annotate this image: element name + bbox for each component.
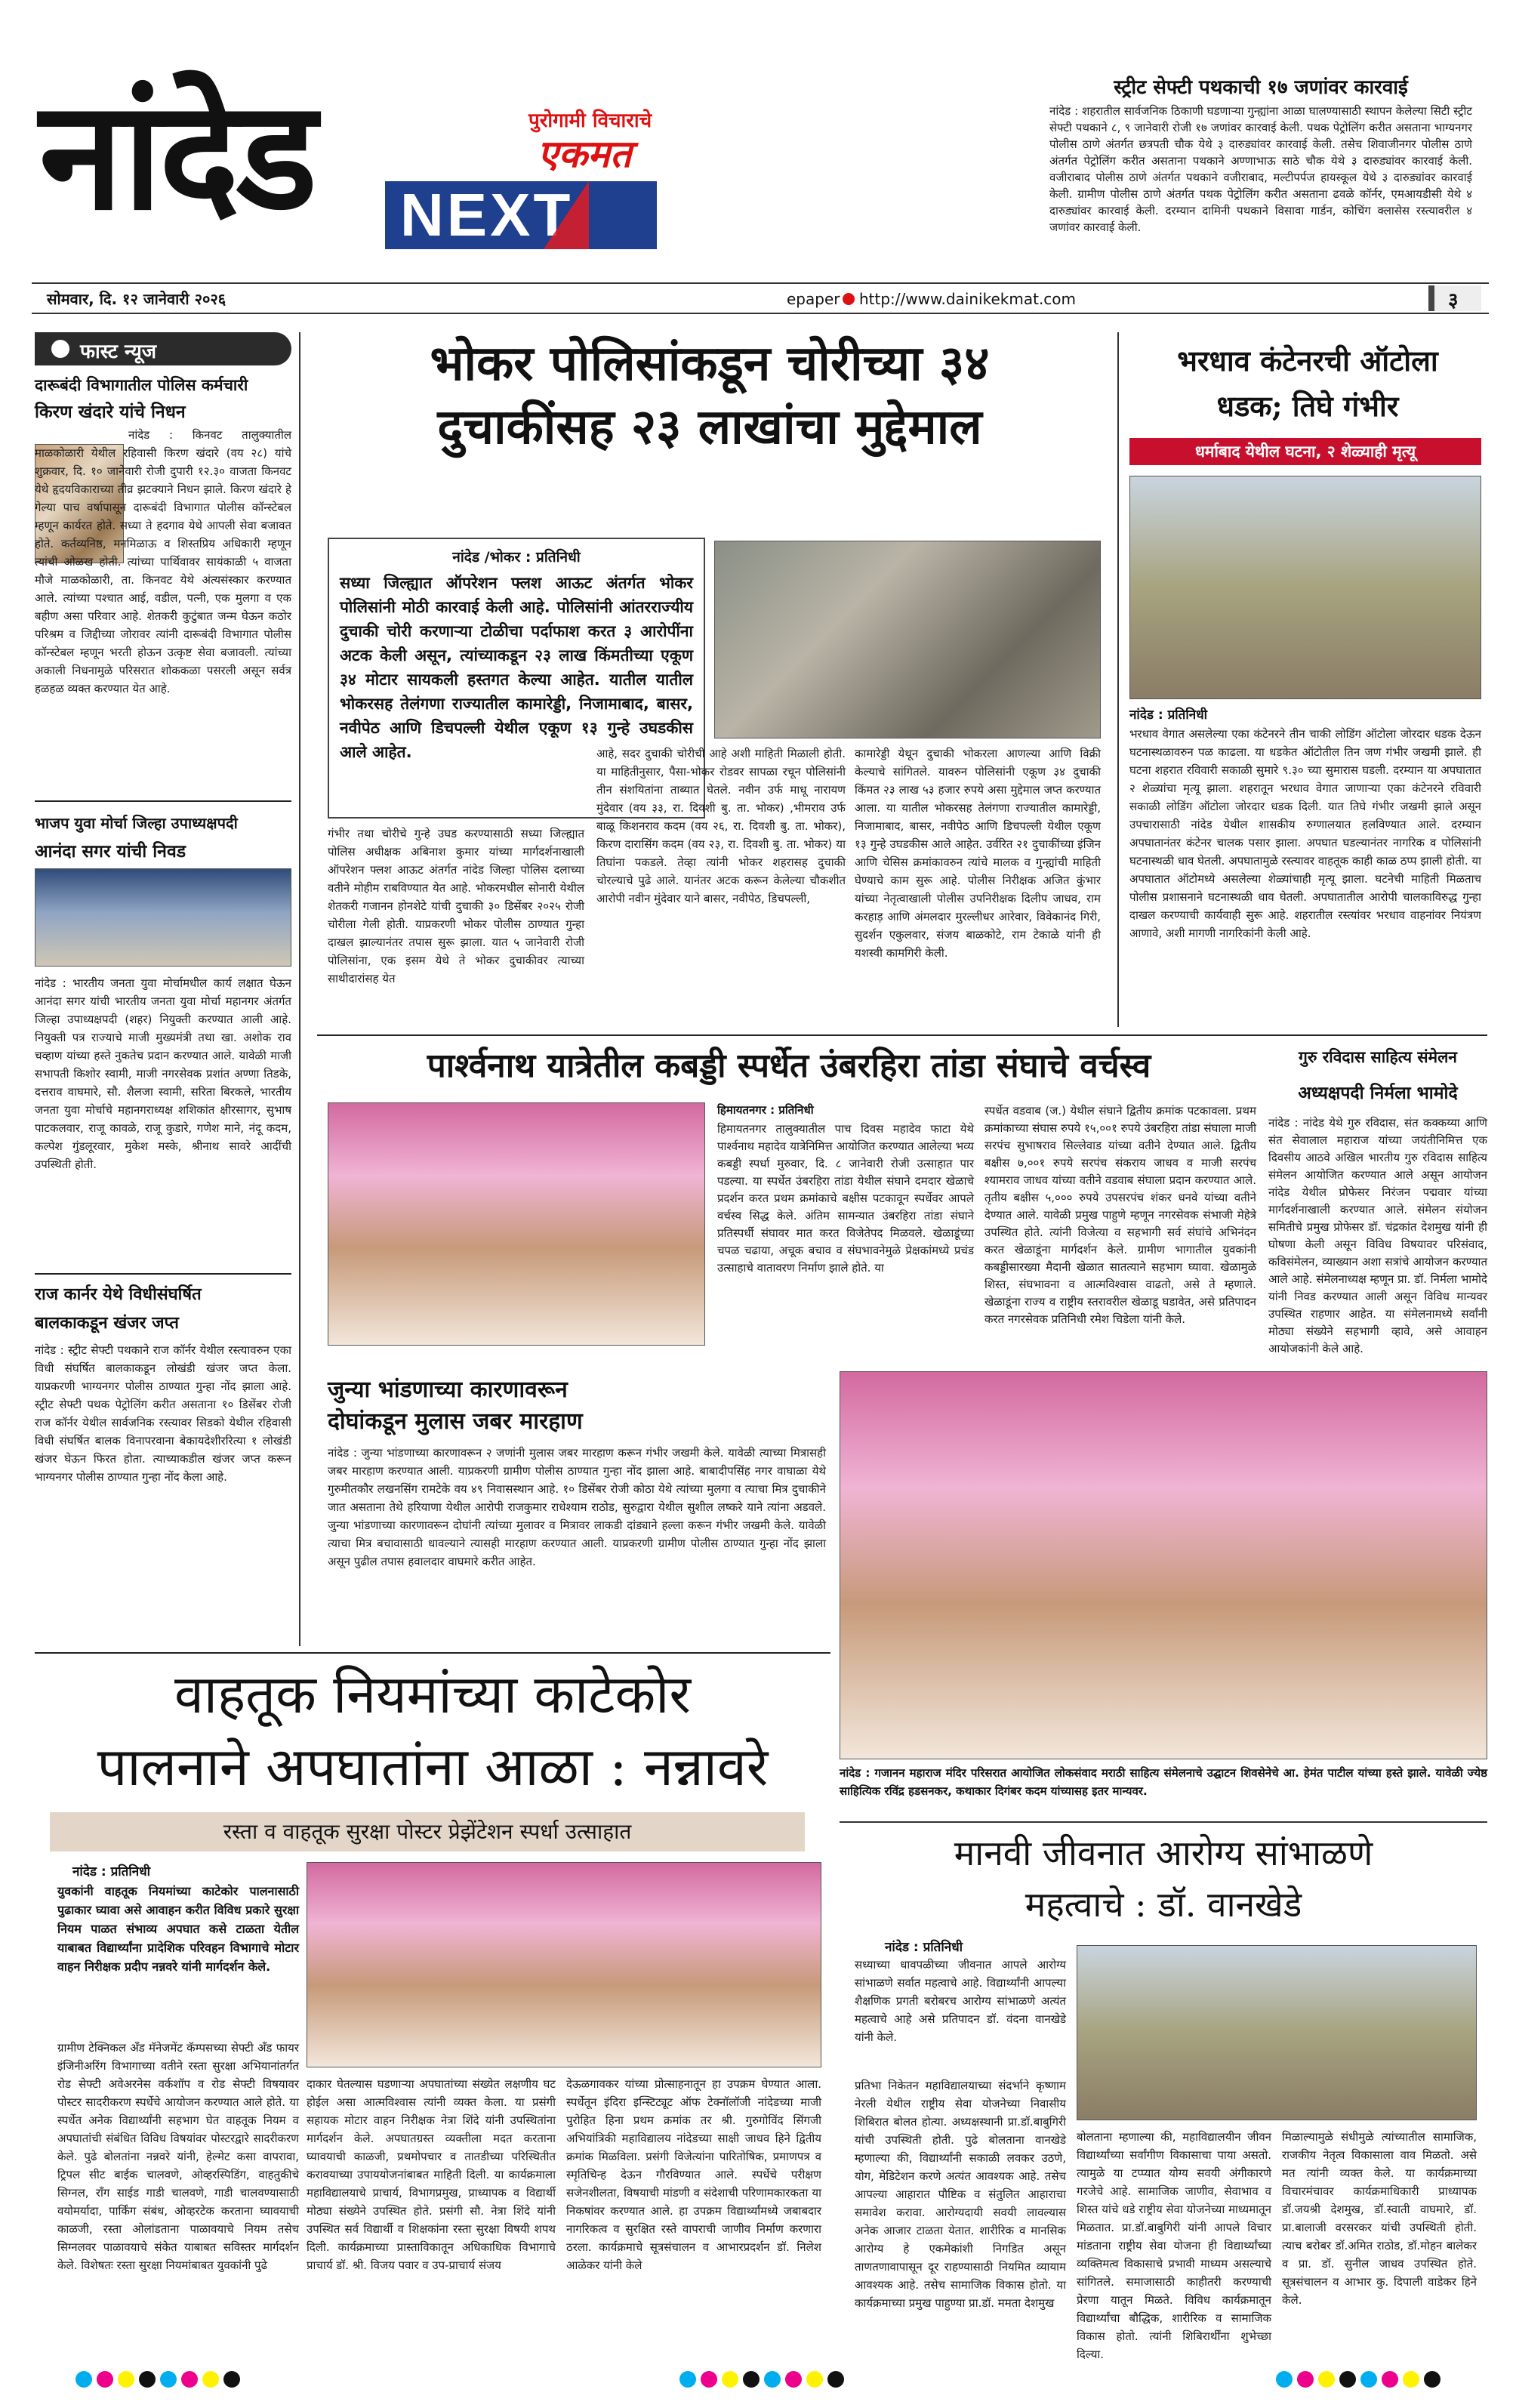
next-logo (385, 181, 657, 249)
fast-news-label: फास्ट न्यूज (80, 341, 157, 363)
item1-headline2: किरण खंदारे यांचे निधन (35, 402, 186, 422)
black-dot (1339, 2371, 1356, 2388)
item3-body: नांदेड : स्ट्रीट सेफ्टी पथकाने राज कॉर्नर येथील रस्त्यावरुन एका विधी संघर्षित बालकाकडून लोखंडी खंजर जप्त केला. याप्रकरणी भाग्यनगर पोलीस ठाण्यात गुन्हा नोंद झाला आहे. स्ट्रीट सेफ्टी पथक पेट्रोलिंग करीत असताना १० डिसेंबर रोजी राज कॉर्नर येथील सार्वजनिक रस्त्यावर सिडको येथील रहिवासी विधी संघर्षित बालक विनापरवाना बेकायदेशीररित्या १ लोखंडी खंजर घेऊन फिरत होता. त्याच्याकडील खंजर जप्त करून भाग्यनगर पोलीस ठाण्यात गुन्हा नोंद केला आहे. (35, 1343, 291, 1484)
top-right-news (1049, 72, 1472, 269)
black-dot (1424, 2371, 1441, 2388)
bhardhav-subheading: धर्माबाद येथील घटना, २ शेळ्याही मृत्यू (1129, 438, 1481, 465)
lead-intro: सध्या जिल्ह्यात ऑपरेशन फ्लश आऊट अंतर्गत भोकर पोलिसांनी मोठी कारवाई केली आहे. पोलिसांनी आंतरराज्यीय दुचाकी चोरी करणाऱ्या टोळीचा पर्दाफाश करत ३ आरोपींना अटक केली असून, त्यांच्याकडून २३ लाख किंमतीच्या एकूण ३४ मोटार सायकली हस्तगत केल्या आहेत. यातील यातील भोकरसह तेलंगणा राज्यातील कामारेड्डी, निजामाबाद, बासर, नवीपेठ आणि डिचपल्ली येथील एकूण १३ गुन्हे उघडकीस आले आहेत. (340, 574, 693, 761)
lead-story (317, 332, 1102, 1027)
lead-col2: आहे, सदर दुचाकी चोरीची आहे अशी माहिती मिळाली होती. या माहितीनुसार, पैसा-भोकर रोडवर सापळा रचून पोलिसांनी तीन संशयितांना ताब्यात घेतले. नवीन उर्फ माधू नारायण मुंदेवार (वय ३३, रा. दिवशी बु. ता. भोकर) ,भीमराव उर्फ बाळू किशनराव कदम (वय २६, रा. दिवशी बु. ता. भोकर), किरण दारासिंग कदम (वय २३, रा. दिवशी बु. ता. भोकर) या तिघांना पकडले. तेव्हा त्यांनी भोकर शहरासह दुचाकी चोरल्याचे पुढे आले. यानंतर अटक करून केलेल्या चौकशीत आरोपी नवीन मुंदेवार याने बासर, नवीपेठ, डिचपल्ली, (596, 747, 846, 905)
magenta-dot (1297, 2371, 1314, 2388)
traffic-headline-2: पालनाने अपघातांना आळा : नन्नावरे (97, 1736, 769, 1798)
issue-date: सोमवार, दि. १२ जानेवारी २०२६ (47, 290, 226, 308)
bhardhav-headline-2: धडक; तिघे गंभीर (1216, 389, 1399, 423)
arogya-col1: प्रतिभा निकेतन महाविद्यालयाच्या संदर्भाने कृष्णाम नेरली येथील राष्ट्रीय सेवा योजनेच्या निवासीय शिबिरात बोलत होत्या. अध्यक्षस्थानी प्रा.डॉ.बाबुगिरी यांची उपस्थिती होती. पुढे बोलताना वानखेडे म्हणाल्या की, विद्यार्थ्यांनी सकाळी लवकर उठणे, योग, मेडिटेशन करणे अत्यंत आवश्यक आहे. तसेच आपल्या आहारात पौष्टिक व संतुलित आहाराचा समावेश करावा. आरोग्यदायी सवयी लावल्यास अनेक आजार टाळता येतात. शारीरिक व मानसिक आरोग्य हे एकमेकांशी निगडित असून ताणतणावापासून दूर राहण्यासाठी नियमित व्यायाम आवश्यक आहे. तसेच सामाजिक विकास होतो. या कार्यक्रमाच्या प्रमुख पाहुण्या प्रा.डॉ. ममता देशमुख (855, 2079, 1066, 2310)
item1-body: नांदेड : किनवट तालुक्यातील माळकोळारी येथील रहिवासी किरण खंदारे (वय २८) यांचे शुक्रवार, दि. १० जानेवारी रोजी दुपारी १२.३० वाजता किनवट येथे हृदयविकाराच्या तीव्र झटक्याने निधन झाले. किरण खंदारे हे गेल्या पाच वर्षापासून दारूबंदी विभागात पोलीस कॉन्स्टेबल म्हणून कार्यरत होते. सध्या ते हदगाव येथे आपली सेवा बजावत होते. कर्तव्यनिष्ठ, मनमिळाऊ व शिस्तप्रिय अधिकारी म्हणून त्यांची ओळख होती. त्यांच्या पार्थिवावर सायंकाळी ५ वाजता मौजे माळकोळारी, ता. किनवट येथे अंत्यसंस्कार करण्यात आले. त्यांच्या पश्चात आई, वडील, पत्नी, एक मुलगा व एक बहीण असा परिवार आहे. शेतकरी कुटुंबात जन्म घेऊन कठोर परिश्रम व जिद्दीच्या जोरावर त्यांनी दारूबंदी विभागात पोलीस कॉन्स्टेबल म्हणून भरती होऊन उत्कृष्ट सेवा बजावली. त्यांच्या अकाली निधनामुळे परिसरात शोककळा पसरली असून सर्वत्र हळहळ व्यक्त करण्यात येत आहे. (35, 428, 291, 695)
magenta-dot (701, 2371, 717, 2388)
black-dot (743, 2371, 760, 2388)
lead-dateline: नांदेड /भोकर : प्रतिनिधी (452, 549, 581, 566)
poster-competition-photo (307, 1862, 821, 2067)
color-registration-left (75, 2371, 240, 2388)
sahitya-sammelan-photo (840, 1371, 1487, 1759)
arogya-col2: बोलताना म्हणाल्या की, महाविद्यालयीन जीवन विद्यार्थ्यांच्या सर्वांगीण विकासाचा पाया असतो. त्यामुळे या टप्प्यात योग्य सवयी अंगीकारणे गरजेचे आहे. सामाजिक जाणीव, सेवाभाव व शिस्त यांचे धडे राष्ट्रीय सेवा योजनेच्या माध्यमातून मिळतात. प्रा.डॉ.बाबुगिरी यांनी आपले विचार मांडताना राष्ट्रीय सेवा योजना ही विद्यार्थ्यांच्या व्यक्तिमत्व विकासाचे प्रभावी माध्यम असल्याचे सांगितले. समाजासाठी काहीतरी करण्याची प्रेरणा यातून मिळते. विविध कार्यक्रमातून विद्यार्थ्यांचा बौद्धिक, शारीरिक व सामाजिक विकास होतो. त्यांनी शिबिरार्थींना शुभेच्छा दिल्या. (1077, 2130, 1271, 2361)
bhardhav-story (1117, 332, 1487, 1027)
page-number: ३ (1448, 289, 1459, 312)
sahitya-body: नांदेड : नांदेड येथे गुरु रविदास, संत कक्कय्या आणि संत सेवालाल महाराज यांच्या जयंतीनिमित्त एक दिवसीय आठवे अखिल भारतीय गुरु रविदास साहित्य संमेलन आयोजित करण्यात आले असून आयोजन नांदेड येथील प्रोफेसर निरंजन पद्मवार यांच्या मार्गदर्शनाखाली करण्यात आले. संमेलन संयोजन समितीचे प्रमुख प्रोफेसर डॉ. चंद्रकांत देशमुख यांनी ही घोषणा केली असून विविध विषयावर परिसंवाद, कविसंमेलन, व्याख्यान अशा सत्रांचे आयोजन करण्यात आले आहे. संमेलनाध्यक्ष म्हणून प्रा. डॉ. निर्मला भामोदे यांनी निवड करण्यात आली असून विविध मान्यवर उपस्थित राहणार आहेत. या संमेलनामध्ये सर्वांनी मोठ्या संख्येने सहभागी व्हावे, असे आवाहन आयोजकांनी केले आहे. (1268, 1116, 1487, 1355)
divider (317, 1034, 1487, 1036)
traffic-col2: दाकार घेतल्यास घडणाऱ्या अपघातांच्या संख्येत लक्षणीय घट होईल असा आत्मविश्वास त्यांनी व्यक्त केला. या प्रसंगी सहायक मोटार वाहन निरीक्षक नेत्रा शिंदे यांनी उपस्थितांना मार्गदर्शन केले. अपघातग्रस्त व्यक्तीला मदत करताना घ्यावयाची काळजी, प्रथमोपचार व तातडीच्या परिस्थितीत करावयाच्या उपाययोजनांबाबत माहिती दिली. या कार्यक्रमाला महाविद्यालयाचे प्राचार्य, विभागप्रमुख, प्राध्यापक व विद्यार्थी मोठ्या संख्येने उपस्थित होते. प्रसंगी सौ. नेत्रा शिंदे यांनी उपस्थित सर्व विद्यार्थी व शिक्षकांना रस्ता सुरक्षा विषयी शपथ दिली. कार्यक्रमाच्या प्रास्ताविकातून अधिकाधिक विभागाचे प्राचार्य डॉ. श्री. विजय पवार व उप-प्राचार्य संजय (307, 2077, 556, 2272)
cyan-dot (764, 2371, 781, 2388)
arogya-story (840, 1821, 1487, 2361)
sahitya-story (1268, 1042, 1487, 1367)
date-bar (32, 282, 1489, 314)
arogya-headline-1: मानवी जीवनात आरोग्य सांभाळणे (954, 1833, 1373, 1873)
brand-logo: एकमत (538, 131, 632, 176)
epaper-icon (843, 293, 855, 305)
arogya-headline-2: महत्वाचे : डॉ. वानखेडे (1025, 1884, 1302, 1925)
magenta-dot (1382, 2371, 1398, 2388)
divider (35, 1273, 291, 1275)
yellow-dot (118, 2371, 134, 2388)
divider (35, 800, 291, 802)
kabaddi-col2: स्पर्धेत वडवाब (ज.) येथील संघाने द्वितीय क्रमांक पटकावला. प्रथम क्रमांकाच्या संघास रुपये १५,००१ रुपये उंबरहिरा तांडा संघाला माजी सरपंच सुभाषराव सिल्लेवाड यांच्या वतीने देण्यात आले. द्वितीय बक्षीस ७,००१ रुपये सरपंच संकराय जाधव व माजी सरपंच श्यामराव जाधव यांच्या वतीने वडवाब संघाला प्रदान करण्यात आले. तृतीय बक्षीस ५,००० रुपये उपसरपंच शंकर धनवे यांच्या वतीने देण्यात आले. यावेळी प्रमुख पाहुणे म्हणून नगरसेवक संभाजी मेहेत्रे उपस्थित होते. त्यांनी विजेत्या व सहभागी सर्व संघांचे अभिनंदन करत खेळाडूंना मार्गदर्शन केले. ग्रामीण भागातील युवकांनी कबड्डीसारख्या मैदानी खेळात सातत्याने सहभाग घ्यावा. खेळामुळे शिस्त, संघभावना व आत्मविश्वास वाढतो, असे ते म्हणाले. खेळाडूंना राज्य व राष्ट्रीय स्तरावरील खेळाडू घडावेत, असे प्रतिपादन करत नगरसेवक प्रतिनिधी रमेश चिडेला यांनी केले. (984, 1104, 1256, 1326)
masthead (0, 0, 1516, 279)
cyan-dot (75, 2371, 92, 2388)
epaper-label: epaper (787, 290, 840, 308)
sahitya-headline-2: अध्यक्षपदी निर्मला भामोदे (1298, 1083, 1458, 1103)
kabaddi-photo (328, 1102, 705, 1346)
bhardhav-dateline: नांदेड : प्रतिनिधी (1129, 708, 1208, 723)
top-right-body: नांदेड : शहरातील सार्वजनिक ठिकाणी घडणाऱ्या गुन्ह्यांना आळा घालण्यासाठी स्थापन केलेल्या सिटी स्ट्रीट सेफ्टी पथकाने ८, ९ जानेवारी रोजी १७ जणांवर कारवाई केली. पथक पेट्रोलिंग करीत असताना भाग्यनगर पोलीस ठाणे अंतर्गत छत्रपती चौक येथे ३ दारुड्यांवर कारवाई केली. तसेच शिवाजीनगर पोलीस ठाणे अंतर्गत पेट्रोलिंग करीत असताना पथकाने अण्णाभाऊ साठे चौक येथे ३ दारुड्यांवर कारवाई केली. वजीराबाद पोलीस ठाणे अंतर्गत पथकाने वजीराबाद, मल्टीपर्पज हायस्कूल येथे ३ दारुड्यांवर कारवाई केली. ग्रामीण पोलीस ठाणे अंतर्गत पथक पेट्रोलिंग करीत असताना ढवळे कॉर्नर, एमआयडीसी येथे ४ दारुड्यांवर कारवाई केली. दरम्यान दामिनी पथकाने विसावा गार्डन, कोचिंग क्लासेस रस्त्यावरील ४ जणांवर कारवाई केली. (1049, 104, 1472, 234)
black-dot (139, 2371, 156, 2388)
masthead-title: नांदेड (39, 66, 315, 244)
yellow-dot (1403, 2371, 1419, 2388)
cyan-dot (1276, 2371, 1293, 2388)
black-dot (827, 2371, 844, 2388)
fast-news-header (35, 332, 291, 365)
kabaddi-headline: पार्श्वनाथ यात्रेतील कबड्डी स्पर्धेत उंबरहिरा तांडा संघाचे वर्चस्व (427, 1047, 1151, 1085)
yellow-dot (202, 2371, 219, 2388)
bhardhav-body: भरधाव वेगात असलेल्या एका कंटेनरने तीन चाकी लोडिंग ऑटोला जोरदार धडक देऊन घटनास्थळावरुन पळ काढला. या धडकेत ऑटोतील तिन जण गंभीर जखमी झाले. ही घटना शहरात रविवारी सकाळी सुमारे ९.३० च्या सुमारास घडली. दरम्यान या अपघातात २ शेळ्यांचा मृत्यू झाला. शहरातून भरधाव वेगात जाणाऱ्या एका कंटेनरने रविवारी सकाळी लोडिंग ऑटोला जोरदार धडक दिली. यात तिघे गंभीर जखमी झाले असून उपचारासाठी नांदेड येथील शासकीय रुग्णालयात हलविण्यात आले. दरम्यान अपघातानंतर कंटेनर चालक पसार झाला. अपघात घडल्यानंतर नागरिक व पोलिसांनी घटनास्थळी धाव घेतली. अपघातामुळे रस्त्यावर वाहतूक काही काळ ठप्प झाली होती. या अपघातात ऑटोमध्ये असलेल्या शेळ्यांचाही मृत्यू झाला. घटनेची माहिती मिळताच पोलीस प्रशासनाने घटनास्थळी धाव घेतली. अपघातातील आरोपी चालकाविरुद्ध गुन्हा दाखल करण्याची कार्यवाही सुरू आहे. शहरातील रस्त्यांवर भरधाव वाहनांवर नियंत्रण आणावे, अशी मागणी नागरिकांनी केली आहे. (1129, 727, 1481, 940)
item2-headline2: आनंदा सगर यांची निवड (35, 841, 186, 862)
item2-headline1: भाजप युवा मोर्चा जिल्हा उपाध्यक्षपदी (35, 814, 238, 832)
divider (35, 1652, 830, 1654)
epaper-url[interactable]: http://www.dainikekmat.com (859, 290, 1077, 308)
traffic-col1: ग्रामीण टेक्निकल अँड मॅनेजमेंट कॅम्पसच्या सेफ्टी अँड फायर इंजिनीअरिंग विभागाच्या वतीने रस्ता सुरक्षा अभियानांतर्गत रोड सेफ्टी अवेअरनेस वर्कशॉप व रोड सेफ्टी विषयावर पोस्टर सादरीकरण स्पर्धेचे आयोजन करण्यात आले होते. या स्पर्धेत अनेक विद्यार्थ्यांनी सहभाग घेत वाहतूक नियम व अपघातांची संबंधित विविध विषयांवर पोस्टरद्वारे सादरीकरण केले. पुढे बोलतांना नन्नवरे यांनी, हेल्मेट कसा वापरावा, ट्रिपल सीट बाईक चालवणे, ओव्हरस्पिडिंग, वाहतुकीचे सिग्नल, रॉंग साईड गाडी चालवणे, गाडी चालवण्यासाठी वयोमर्यादा, पार्किंग संबंध, ओव्हरटेक करताना घ्यावयाची काळजी, रस्ता ओलांडताना पाळावयाचे नियम तसेच सिग्नलवर पाळावयाचे संकेत याबाबत सविस्तर मार्गदर्शन केले. विशेषतः रस्ता सुरक्षा नियमांबाबत युवकांनी पुढे (57, 2041, 299, 2272)
black-dot (223, 2371, 240, 2388)
lead-headline-2: दुचाकींसह २३ लाखांचा मुद्देमाल (437, 399, 982, 455)
junya-headline-1: जुन्या भांडणाच्या कारणावरून (328, 1377, 568, 1403)
item2-body: नांदेड : भारतीय जनता युवा मोर्चामधील कार्य लक्षात घेऊन आनंदा सगर यांची भारतीय जनता युवा मोर्चा महानगर अंतर्गत जिल्हा उपाध्यक्षपदी (शहर) नियुक्ती करण्यात आली आहे. नियुक्ती पत्र राज्याचे माजी मुख्यमंत्री तथा खा. अशोक राव चव्हाण यांच्या हस्ते नुकतेच प्रदान करण्यात आले. यावेळी माजी सभापती किशोर स्वामी, माजी नगरसेवक प्रशांत अण्णा तिडके, दत्तराव वाघमारे, सौ. शैलजा स्वामी, सरिता बिरकले, भारतीय जनता युवा मोर्चाचे महानगराध्यक्ष शशिकांत क्षीरसागर, सुभाष पाटकलवार, राजू कावळे, राजू कुडारे, गणेश माने, नंदू कदम, कल्पेश गुंडलूरवार, मुकेश मस्के, श्रीनाथ सावरे आदींची उपस्थिती होती. (35, 976, 291, 1171)
next-text: NEXT (400, 181, 574, 248)
color-registration-right (1276, 2371, 1441, 2388)
magenta-dot (785, 2371, 802, 2388)
accident-photo (1129, 476, 1481, 699)
item3-headline2: बालकाकडून खंजर जप्त (35, 1313, 179, 1333)
magenta-dot (97, 2371, 113, 2388)
junya-story (317, 1374, 830, 1646)
cyan-dot (1360, 2371, 1377, 2388)
yellow-dot (722, 2371, 738, 2388)
kabaddi-story (317, 1042, 1261, 1367)
top-right-headline: स्ट्रीट सेफ्टी पथकाची १७ जणांवर कारवाई (1114, 76, 1408, 99)
arogya-photo (1077, 1945, 1477, 2120)
kabaddi-dateline: हिमायतनगर : प्रतिनिधी (717, 1103, 814, 1117)
page-number-box (1428, 285, 1481, 311)
fast-news-icon (51, 340, 69, 358)
bikes-photo (714, 541, 1101, 738)
yellow-dot (1318, 2371, 1335, 2388)
stage-caption: नांदेड : गजानन महाराज मंदिर परिसरात आयोजित लोकसंवाद मराठी साहित्य संमेलनाचे उद्घाटन शिवसेनेचे आ. हेमंत पाटील यांच्या हस्ते झाले. यावेळी ज्येष्ठ साहित्यिक रविंद्र हडसनकर, कथाकार दिगंबर कदम यांच्यासह इतर मान्यवर. (840, 1766, 1487, 1798)
cyan-dot (160, 2371, 177, 2388)
bhardhav-headline-1: भरधाव कंटेनरची ऑटोला (1177, 344, 1438, 378)
cyan-dot (679, 2371, 696, 2388)
junya-headline-2: दोघांकडून मुलास जबर मारहाण (328, 1408, 583, 1435)
color-registration-center (679, 2371, 844, 2388)
lead-col3: कामारेड्डी येथून दुचाकी भोकरला आणल्या आणि विक्री केल्याचे सांगितले. यावरुन पोलिसांनी एकूण ३४ दुचाकी किंमत २३ लाख ५३ हजार रुपये असा मुद्देमाल जप्त करण्यात आला. या यातील भोकरसह तेलंगणा राज्यातील कामारेड्डी, निजामाबाद, बासर, नवीपेठ आणि डिचपल्ली येथील एकूण १३ गुन्हे उघडकीस आले आहेत. उर्वरित २१ दुचाकींच्या इंजिन आणि चेसिस क्रमांकावरुन त्यांचे मालक व गुन्ह्यांची माहिती घेण्याचे काम सुरू आहे. पोलीस निरीक्षक अजित कुंभार यांच्या नेतृत्वाखाली पोलीस उपनिरीक्षक दिलीप जाधव, राम करहाड़ आणि अंमलदार मुरल्लीधर आरेवार, विवेकानंद गिरी, सुदर्शन एकुलवार, संजय बाळकोटे, राम टेकाळे यांनी ही यशस्वी कामगिरी केली. (855, 747, 1101, 960)
arogya-intro: सध्याच्या धावपळीच्या जीवनात आपले आरोग्य सांभाळणे सर्वात महत्वाचे आहे. विद्यार्थ्यांनी आपल्या शैक्षणिक प्रगती बरोबरच आरोग्य सांभाळणे अत्यंत महत्वाचे आहे असे प्रतिपादन डॉ. वंदना वानखेडे यांनी केले. (855, 1958, 1066, 2044)
traffic-subheading: रस्ता व वाहतूक सुरक्षा पोस्टर प्रेझेंटेशन स्पर्धा उत्साहात (50, 1812, 805, 1851)
junya-body: नांदेड : जुन्या भांडणाच्या कारणावरून २ जणांनी मुलास जबर मारहाण करून गंभीर जखमी केले. यावेळी त्याच्या मित्रासही जबर मारहाण करण्यात आली. याप्रकरणी ग्रामीण पोलीस ठाण्यात गुन्हा नोंद झाला आहे. बाबादीपसिंह नगर वाघाळा येथे गुरुमीतकौर लखनसिंग रामटेके वय ४९ निवासस्थान आहे. १० डिसेंबर रोजी कोठा येथे त्यांच्या मुलगा व त्याचा मित्र दुचाकीने जात असताना तेथे हरियाणा येथील आरोपी राजकुमार राधेश्याम राठोड, सुरुद्वारा येथील सुशील लष्करे याने त्यांना अडवले. जुन्या भांडणाच्या कारणावरून दोघांनी त्यांच्या मुलावर व मित्रावर लाकडी दांड्याने हल्ला करून गंभीर जखमी केले. यावेळी त्याचा मित्र बचावासाठी धावल्याने त्यासही मारहाण करण्यात आली. याप्रकरणी ग्रामीण पोलीस ठाण्यात गुन्हा नोंद झाला असून पुढील तपास हवालदार वाघमारे करीत आहेत. (328, 1446, 826, 1568)
yellow-dot (806, 2371, 823, 2388)
lead-headline-1: भोकर पोलिसांकडून चोरीच्या ३४ (430, 335, 990, 392)
item3-headline1: राज कार्नर येथे विधीसंघर्षित (35, 1284, 202, 1304)
arogya-dateline: नांदेड : प्रतिनिधी (885, 1940, 963, 1955)
traffic-dateline: नांदेड : प्रतिनिधी (72, 1864, 151, 1879)
magenta-dot (181, 2371, 198, 2388)
traffic-intro: युवकांनी वाहतूक नियमांच्या काटेकोर पालनासाठी पुढाकार घ्यावा असे आवाहन करीत विविध प्रकारे सुरक्षा नियम पाळत संभाव्य अपघात कसे टाळता येतील याबाबत विद्यार्थ्यांना प्रादेशिक परिवहन विभागाचे मोटार वाहन निरीक्षक प्रदीप नन्नवरे यांनी मार्गदर्शन केले. (57, 1884, 299, 1974)
item1-headline1: दारूबंदी विभागातील पोलिस कर्मचारी (35, 375, 248, 394)
traffic-col3: देऊळगावकर यांच्या प्रोत्साहनातून हा उपक्रम घेण्यात आला. स्पर्धेतून इंदिरा इन्स्टिट्यूट ऑफ टेक्नॉलॉजी नांदेडच्या माजी पुरोहित हिना प्रथम क्रमांक तर श्री. गुरुगोविंद सिंगजी अभियांत्रिकी महाविद्यालय नांदेडच्या साक्षी जाधव हिने द्वितीय क्रमांक मिळविला. प्रसंगी विजेत्यांना पारितोषिक, प्रमाणपत्र व स्मृतिचिन्ह देऊन गौरविण्यात आले. स्पर्धेचे परीक्षण सजेनशीलता, विषयाची मांडणी व संदेशाची परिणामकारकता या निकषांवर करण्यात आले. हा उपक्रम विद्यार्थ्यांमध्ये जबाबदार नागरिकत्व व सुरक्षित रस्ते वापराची जाणीव निर्माण करणारा ठरला. कार्यक्रमाचे सूत्रसंचालन व आभारप्रदर्शन डॉ. निलेश आळेकर यांनी केले (566, 2077, 821, 2272)
sahitya-headline-1: गुरु रविदास साहित्य संमेलन (1299, 1047, 1457, 1066)
arogya-col3: मिळाल्यामुळे संधीमुळे त्यांच्यातील सामाजिक, राजकीय नेतृत्व विकासाला वाव मिळतो. असे मत त्यांनी व्यक्त केले. या कार्यक्रमाच्या विचारमंचावर कार्यक्रमाधिकारी प्राध्यापक डॉ.जयश्री देशमुख, डॉ.स्वाती वाघमारे, डॉ. प्रा.बालाजी वरसरकर यांची उपस्थिती होती. त्याच बरोबर डॉ.अमित राठोड, डॉ.मोहन बालेकर व प्रा. डॉ. सुनील जाधव उपस्थित होते. सूत्रसंचालन व आभार कु. दिपाली वाडेकर हिने केले. (1282, 2130, 1477, 2307)
traffic-headline-1: वाहतूक नियमांच्या काटेकोर (174, 1663, 692, 1725)
fast-news-column (35, 332, 300, 1646)
anand-sagar-photo (35, 868, 291, 967)
next-accent (544, 181, 589, 249)
traffic-story (35, 1658, 830, 2345)
lead-col1: गंभीर तथा चोरीचे गुन्हे उघड करण्यासाठी सध्या जिल्ह्यात पोलिस अधीक्षक अबिनाश कुमार यांच्या मार्गदर्शनाखाली ऑपरेशन फ्लश आऊट अंतर्गत नांदेड जिल्हा पोलिस दलाच्या वतीने मोहीम राबविण्यात येत आहे. भोकरमधील सोनारी येथील शेतकरी गजानन होनशेटे यांची दुचाकी ३० डिसेंबर २०२५ रोजी चोरीला गेली होती. याप्रकरणी भोकर पोलीस ठाण्यात गुन्हा दाखल झाल्यानंतर तपास सुरू झाला. यात ५ जानेवारी रोजी पोलिसांना, एक इसम येथे ते भोकर दुचाकीवर त्याच्या साथीदारांसह येत (328, 827, 584, 985)
kabaddi-col1: हिमायतनगर तालुक्यातील पाच दिवस महादेव फाटा येथे पार्श्वनाथ महादेव यात्रेनिमित्त आयोजित करण्यात आलेल्या भव्य कबड्डी स्पर्धा मुरुवार, दि. ८ जानेवारी रोजी उत्साहात पार पडल्या. या स्पर्धेत उंबरहिरा तांडा येथील संघाने दमदार खेळाचे प्रदर्शन करत प्रथम क्रमांकाचे बक्षीस पटकावून स्पर्धेवर आपले वर्चस्व सिद्ध केले. अंतिम सामन्यात उंबरहिरा तांडा संघाने प्रतिस्पर्धी संघावर मात करत विजेतेपद मिळवले. खेळाडूंच्या चपळ चढाया, अचूक बचाव व संघभावनेमुळे प्रेक्षकांमध्ये प्रचंड उत्साहाचे वातावरण निर्माण झाले होते. या (717, 1122, 974, 1275)
masthead-tagline: पुरोगामी विचाराचे (528, 109, 652, 132)
